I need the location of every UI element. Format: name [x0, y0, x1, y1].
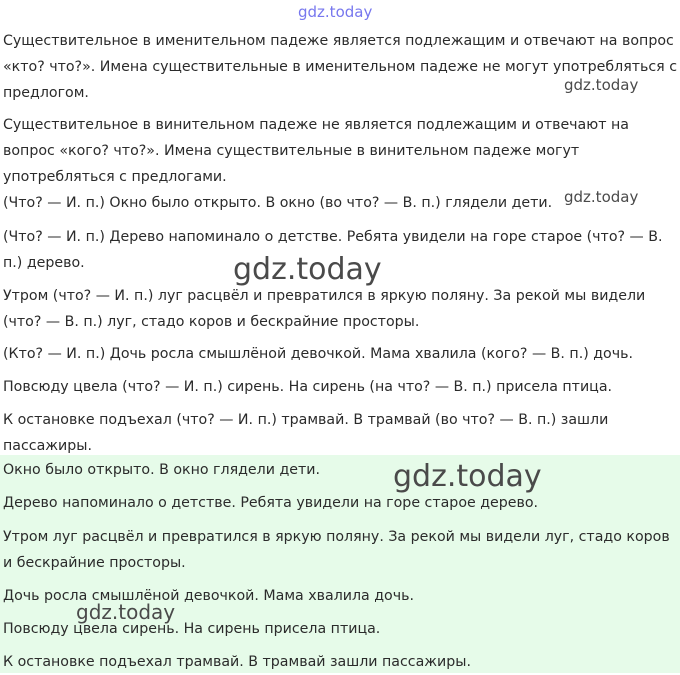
watermark: gdz.today: [298, 3, 373, 21]
answer-sentence: Дочь росла смышлёной девочкой. Мама хвалила дочь.: [3, 588, 414, 604]
watermark: gdz.today: [233, 252, 382, 287]
answer-sentence: Повсюду цвела сирень. На сирень присела птица.: [3, 621, 381, 637]
annotated-sentence: Повсюду цвела (что? — И. п.) сирень. На сирень (на что? — В. п.) присела птица.: [3, 379, 613, 395]
watermark: gdz.today: [76, 600, 176, 624]
rule-accusative: Существительное в винительном падеже не является подлежащим и отвечают на вопрос «кого? что?». Имена существительные в винительном падеже могут употребляться с предлогами.: [3, 117, 629, 185]
watermark: gdz.today: [564, 76, 639, 94]
answer-sentence: Утром луг расцвёл и превратился в яркую поляну. За рекой мы видели луг, стадо коров и бескрайние просторы.: [3, 529, 670, 571]
answer-sentence: К остановке подъехал трамвай. В трамвай зашли пассажиры.: [3, 654, 471, 670]
annotated-sentence: Утром (что? — И. п.) луг расцвёл и превратился в яркую поляну. За рекой мы видели (что? — В. п.) луг, стадо коров и бескрайние просторы.: [3, 288, 646, 330]
answer-sentence: Окно было открыто. В окно глядели дети.: [3, 462, 320, 478]
annotated-sentence: (Что? — И. п.) Окно было открыто. В окно (во что? — В. п.) глядели дети.: [3, 195, 553, 211]
rule-nominative: Существительное в именительном падеже является подлежащим и отвечают на вопрос «кто? что?». Имена существительные в именительном падеже не могут употребляться с предлогом.: [3, 33, 678, 101]
annotated-sentence: (Кто? — И. п.) Дочь росла смышлёной девочкой. Мама хвалила (кого? — В. п.) дочь.: [3, 346, 633, 362]
annotated-sentence: К остановке подъехал (что? — И. п.) трамвай. В трамвай (во что? — В. п.) зашли пассажиры.: [3, 412, 609, 454]
answer-sentence: Дерево напоминало о детстве. Ребята увидели на горе старое дерево.: [3, 495, 539, 511]
watermark: gdz.today: [564, 188, 639, 206]
watermark: gdz.today: [393, 459, 542, 494]
annotated-sentence: (Что? — И. п.) Дерево напоминало о детстве. Ребята увидели на горе старое (что? — В. п.) дерево.: [3, 229, 663, 271]
